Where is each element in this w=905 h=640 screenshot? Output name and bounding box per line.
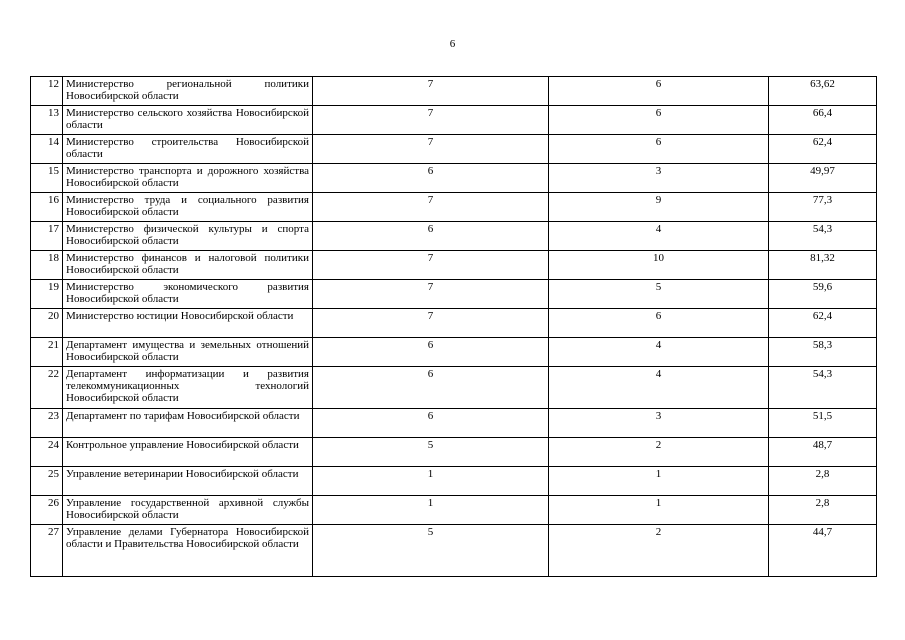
value-c: 54,3 (769, 222, 877, 251)
organization-name: Департамент по тарифам Новосибирской области (63, 409, 313, 438)
row-number: 17 (31, 222, 63, 251)
table-row (31, 467, 877, 496)
value-a: 5 (313, 438, 549, 467)
table-row (31, 280, 877, 309)
value-b: 6 (549, 106, 769, 135)
value-c: 62,4 (769, 135, 877, 164)
row-number: 18 (31, 251, 63, 280)
table-row (31, 77, 877, 106)
organization-name: Управление государственной архивной службы Новосибирской области (63, 496, 313, 525)
row-number: 19 (31, 280, 63, 309)
table-row (31, 106, 877, 135)
table-row (31, 251, 877, 280)
table-row (31, 409, 877, 438)
value-b: 4 (549, 222, 769, 251)
table-row (31, 525, 877, 577)
value-c: 44,7 (769, 525, 877, 577)
value-b: 6 (549, 309, 769, 338)
value-a: 7 (313, 280, 549, 309)
value-b: 4 (549, 338, 769, 367)
value-c: 58,3 (769, 338, 877, 367)
value-c: 49,97 (769, 164, 877, 193)
value-c: 48,7 (769, 438, 877, 467)
organization-name: Контрольное управление Новосибирской области (63, 438, 313, 467)
row-number: 16 (31, 193, 63, 222)
table-row (31, 222, 877, 251)
value-c: 2,8 (769, 496, 877, 525)
row-number: 25 (31, 467, 63, 496)
value-b: 10 (549, 251, 769, 280)
row-number: 13 (31, 106, 63, 135)
organization-name: Министерство физической культуры и спорта Новосибирской области (63, 222, 313, 251)
value-b: 4 (549, 367, 769, 409)
organization-name: Министерство труда и социального развития Новосибирской области (63, 193, 313, 222)
row-number: 22 (31, 367, 63, 409)
row-number: 14 (31, 135, 63, 164)
organization-name: Министерство региональной политики Новосибирской области (63, 77, 313, 106)
value-b: 3 (549, 164, 769, 193)
organization-name: Министерство строительства Новосибирской области (63, 135, 313, 164)
row-number: 23 (31, 409, 63, 438)
row-number: 12 (31, 77, 63, 106)
value-c: 2,8 (769, 467, 877, 496)
value-a: 7 (313, 193, 549, 222)
table-row (31, 338, 877, 367)
value-b: 9 (549, 193, 769, 222)
table-row (31, 164, 877, 193)
value-c: 51,5 (769, 409, 877, 438)
value-a: 6 (313, 164, 549, 193)
value-b: 2 (549, 525, 769, 577)
value-a: 6 (313, 338, 549, 367)
row-number: 20 (31, 309, 63, 338)
organization-name: Министерство финансов и налоговой политики Новосибирской области (63, 251, 313, 280)
row-number: 27 (31, 525, 63, 577)
organization-name: Управление делами Губернатора Новосибирской области и Правительства Новосибирской области (63, 525, 313, 577)
table-row (31, 135, 877, 164)
value-c: 59,6 (769, 280, 877, 309)
value-a: 6 (313, 367, 549, 409)
row-number: 21 (31, 338, 63, 367)
value-a: 7 (313, 77, 549, 106)
value-b: 6 (549, 135, 769, 164)
data-table (30, 76, 877, 577)
table-row (31, 367, 877, 409)
table-row (31, 193, 877, 222)
value-a: 5 (313, 525, 549, 577)
value-c: 54,3 (769, 367, 877, 409)
table-row (31, 496, 877, 525)
value-a: 7 (313, 309, 549, 338)
organization-name: Департамент информатизации и развития телекоммуникационных технологий Новосибирской области (63, 367, 313, 409)
value-b: 3 (549, 409, 769, 438)
value-c: 63,62 (769, 77, 877, 106)
value-b: 2 (549, 438, 769, 467)
value-a: 6 (313, 409, 549, 438)
organization-name: Управление ветеринарии Новосибирской области (63, 467, 313, 496)
value-b: 1 (549, 496, 769, 525)
value-a: 1 (313, 496, 549, 525)
value-b: 1 (549, 467, 769, 496)
table-row (31, 438, 877, 467)
value-a: 1 (313, 467, 549, 496)
value-b: 6 (549, 77, 769, 106)
organization-name: Министерство юстиции Новосибирской области (63, 309, 313, 338)
value-a: 7 (313, 135, 549, 164)
table-row (31, 309, 877, 338)
row-number: 24 (31, 438, 63, 467)
value-a: 7 (313, 106, 549, 135)
value-c: 66,4 (769, 106, 877, 135)
organization-name: Департамент имущества и земельных отношений Новосибирской области (63, 338, 313, 367)
value-c: 77,3 (769, 193, 877, 222)
organization-name: Министерство транспорта и дорожного хозяйства Новосибирской области (63, 164, 313, 193)
page-number: 6 (449, 38, 456, 50)
value-c: 81,32 (769, 251, 877, 280)
row-number: 26 (31, 496, 63, 525)
organization-name: Министерство сельского хозяйства Новосибирской области (63, 106, 313, 135)
value-b: 5 (549, 280, 769, 309)
value-a: 6 (313, 222, 549, 251)
organization-name: Министерство экономического развития Новосибирской области (63, 280, 313, 309)
value-c: 62,4 (769, 309, 877, 338)
value-a: 7 (313, 251, 549, 280)
row-number: 15 (31, 164, 63, 193)
